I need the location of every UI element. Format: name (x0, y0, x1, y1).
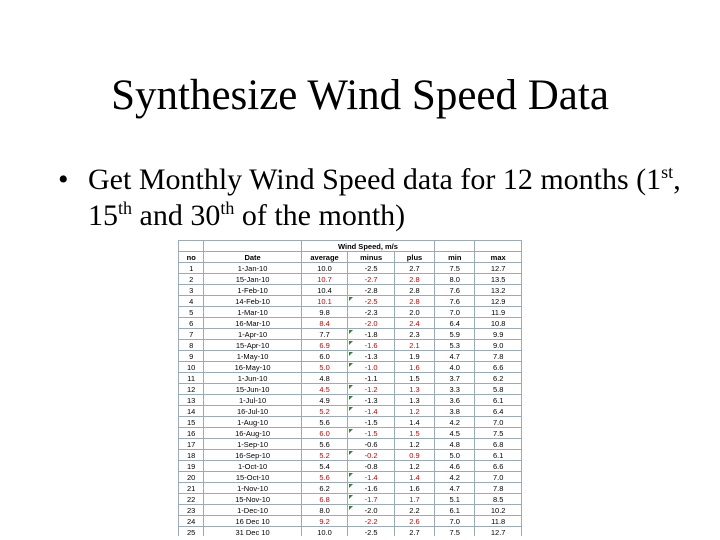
table-cell-minus: -1.1 (348, 373, 395, 384)
table-cell-min: 7.5 (435, 263, 475, 274)
table-cell-no: 4 (179, 296, 204, 307)
table-cell-date: 16-Jul-10 (204, 406, 301, 417)
table-body (179, 263, 522, 537)
column-header: plus (394, 252, 434, 263)
header-cell (475, 241, 522, 252)
table-cell-max: 7.0 (475, 472, 522, 483)
table-cell-avg: 10.0 (301, 263, 348, 274)
table-cell-no: 1 (179, 263, 204, 274)
column-header: Date (204, 252, 301, 263)
table-cell-min: 4.5 (435, 428, 475, 439)
table-cell-no: 21 (179, 483, 204, 494)
table-cell-plus: 2.8 (394, 274, 434, 285)
table-cell-date: 1-Sep-10 (204, 439, 301, 450)
table-cell-plus: 1.4 (394, 417, 434, 428)
table-cell-min: 7.6 (435, 296, 475, 307)
table-cell-max: 9.0 (475, 340, 522, 351)
table-cell-avg: 6.8 (301, 494, 348, 505)
bullet-dot-icon: • (58, 163, 69, 196)
table-cell-avg: 6.2 (301, 483, 348, 494)
table-cell-avg: 10.0 (301, 527, 348, 537)
table-cell-minus: -1.3 (348, 395, 395, 406)
table-cell-min: 5.0 (435, 450, 475, 461)
table-cell-plus: 2.1 (394, 340, 434, 351)
table-cell-minus: -2.5 (348, 527, 395, 537)
table-group-header-row (179, 241, 522, 252)
table-cell-max: 6.8 (475, 439, 522, 450)
table-cell-avg: 10.4 (301, 285, 348, 296)
table-cell-max: 6.6 (475, 362, 522, 373)
table-cell-min: 4.8 (435, 439, 475, 450)
table-row (179, 362, 522, 373)
table-cell-date: 16-Mar-10 (204, 318, 301, 329)
table-cell-date: 1-Mar-10 (204, 307, 301, 318)
table-cell-no: 25 (179, 527, 204, 537)
table-cell-min: 5.9 (435, 329, 475, 340)
table-cell-minus: -1.5 (348, 417, 395, 428)
table-cell-avg: 9.8 (301, 307, 348, 318)
table-cell-minus: -1.6 (348, 483, 395, 494)
table-cell-min: 6.4 (435, 318, 475, 329)
table-cell-min: 5.1 (435, 494, 475, 505)
superscript: th (220, 198, 235, 218)
table-cell-date: 31 Dec 10 (204, 527, 301, 537)
table-cell-max: 8.5 (475, 494, 522, 505)
table-cell-plus: 1.5 (394, 428, 434, 439)
table-cell-no: 12 (179, 384, 204, 395)
table-cell-no: 11 (179, 373, 204, 384)
table-cell-min: 3.3 (435, 384, 475, 395)
table-row (179, 450, 522, 461)
superscript: th (118, 198, 133, 218)
table-cell-no: 16 (179, 428, 204, 439)
column-header: average (301, 252, 348, 263)
table-cell-min: 5.3 (435, 340, 475, 351)
table-cell-avg: 5.6 (301, 417, 348, 428)
table-cell-avg: 6.0 (301, 428, 348, 439)
table-cell-plus: 1.5 (394, 373, 434, 384)
table-cell-min: 7.5 (435, 527, 475, 537)
table-cell-no: 13 (179, 395, 204, 406)
table-cell-date: 15-Nov-10 (204, 494, 301, 505)
table-cell-avg: 4.8 (301, 373, 348, 384)
table-cell-min: 7.0 (435, 307, 475, 318)
table-row (179, 527, 522, 537)
table-cell-max: 6.2 (475, 373, 522, 384)
table-row (179, 318, 522, 329)
table-cell-plus: 0.9 (394, 450, 434, 461)
table-cell-avg: 8.0 (301, 505, 348, 516)
table-cell-plus: 2.3 (394, 329, 434, 340)
table-row (179, 461, 522, 472)
table-cell-minus: -1.8 (348, 329, 395, 340)
table-cell-min: 7.6 (435, 285, 475, 296)
table-cell-date: 1-Jun-10 (204, 373, 301, 384)
table-cell-plus: 2.0 (394, 307, 434, 318)
table-cell-max: 7.8 (475, 351, 522, 362)
table-cell-plus: 1.3 (394, 395, 434, 406)
table-cell-date: 1-Nov-10 (204, 483, 301, 494)
table-cell-avg: 5.4 (301, 461, 348, 472)
table-cell-max: 6.4 (475, 406, 522, 417)
table-cell-minus: -0.2 (348, 450, 395, 461)
table-cell-minus: -1.0 (348, 362, 395, 373)
table-cell-avg: 5.2 (301, 450, 348, 461)
table-row (179, 263, 522, 274)
table-cell-plus: 2.7 (394, 263, 434, 274)
table-cell-date: 1-Oct-10 (204, 461, 301, 472)
table-cell-no: 23 (179, 505, 204, 516)
table-cell-no: 17 (179, 439, 204, 450)
table-cell-date: 16 Dec 10 (204, 516, 301, 527)
bullet-text (88, 162, 688, 234)
table-cell-minus: -1.2 (348, 384, 395, 395)
table-row (179, 340, 522, 351)
table-row (179, 505, 522, 516)
table-cell-avg: 5.6 (301, 439, 348, 450)
table-cell-max: 13.5 (475, 274, 522, 285)
header-cell (204, 241, 301, 252)
table-cell-no: 15 (179, 417, 204, 428)
table-cell-no: 5 (179, 307, 204, 318)
table-cell-date: 15-Jan-10 (204, 274, 301, 285)
column-header: min (435, 252, 475, 263)
column-header: minus (348, 252, 395, 263)
column-header: max (475, 252, 522, 263)
table-cell-min: 3.6 (435, 395, 475, 406)
table-cell-avg: 6.9 (301, 340, 348, 351)
table-cell-no: 22 (179, 494, 204, 505)
table-cell-min: 4.7 (435, 483, 475, 494)
table-cell-date: 15-Oct-10 (204, 472, 301, 483)
table-cell-plus: 2.8 (394, 285, 434, 296)
table-row (179, 285, 522, 296)
table-row (179, 373, 522, 384)
table-cell-date: 16-May-10 (204, 362, 301, 373)
table-cell-no: 9 (179, 351, 204, 362)
table-row (179, 307, 522, 318)
table-cell-max: 7.8 (475, 483, 522, 494)
table-cell-avg: 5.6 (301, 472, 348, 483)
table-cell-no: 6 (179, 318, 204, 329)
table-cell-date: 15-Apr-10 (204, 340, 301, 351)
table-cell-max: 9.9 (475, 329, 522, 340)
table-cell-plus: 1.3 (394, 384, 434, 395)
table-cell-no: 7 (179, 329, 204, 340)
table-cell-min: 6.1 (435, 505, 475, 516)
header-cell (179, 241, 204, 252)
table-cell-max: 13.2 (475, 285, 522, 296)
table-cell-minus: -1.6 (348, 340, 395, 351)
table-cell-max: 10.2 (475, 505, 522, 516)
table-row (179, 494, 522, 505)
table-cell-no: 3 (179, 285, 204, 296)
table-cell-minus: -2.7 (348, 274, 395, 285)
table-cell-avg: 7.7 (301, 329, 348, 340)
table-cell-minus: -1.3 (348, 351, 395, 362)
table-cell-avg: 4.5 (301, 384, 348, 395)
table-cell-max: 12.7 (475, 527, 522, 537)
table-row (179, 428, 522, 439)
table-row (179, 516, 522, 527)
table-cell-date: 1-Jul-10 (204, 395, 301, 406)
table-row (179, 395, 522, 406)
group-header: Wind Speed, m/s (301, 241, 434, 252)
table-cell-min: 4.6 (435, 461, 475, 472)
table-cell-avg: 9.2 (301, 516, 348, 527)
table-cell-avg: 8.4 (301, 318, 348, 329)
table-cell-min: 4.0 (435, 362, 475, 373)
table-cell-plus: 1.6 (394, 483, 434, 494)
table-cell-max: 6.6 (475, 461, 522, 472)
table-cell-no: 24 (179, 516, 204, 527)
table-cell-plus: 1.4 (394, 472, 434, 483)
table-cell-avg: 5.2 (301, 406, 348, 417)
table-cell-date: 15-Jun-10 (204, 384, 301, 395)
table-cell-minus: -0.6 (348, 439, 395, 450)
table-cell-min: 3.8 (435, 406, 475, 417)
table-row (179, 274, 522, 285)
table-cell-max: 7.0 (475, 417, 522, 428)
table-cell-no: 19 (179, 461, 204, 472)
table-cell-minus: -2.2 (348, 516, 395, 527)
table-cell-no: 2 (179, 274, 204, 285)
table-cell-max: 11.9 (475, 307, 522, 318)
table-cell-max: 12.9 (475, 296, 522, 307)
table-cell-date: 1-Apr-10 (204, 329, 301, 340)
table-cell-date: 16-Aug-10 (204, 428, 301, 439)
table-cell-max: 7.5 (475, 428, 522, 439)
table-row (179, 439, 522, 450)
table-cell-max: 11.8 (475, 516, 522, 527)
table-cell-date: 1-Aug-10 (204, 417, 301, 428)
table-cell-max: 6.1 (475, 450, 522, 461)
table-cell-date: 14-Feb-10 (204, 296, 301, 307)
table-cell-date: 1-Jan-10 (204, 263, 301, 274)
column-header: no (179, 252, 204, 263)
table-cell-plus: 2.7 (394, 527, 434, 537)
superscript: st (661, 162, 674, 182)
table-row (179, 472, 522, 483)
header-cell (435, 241, 475, 252)
table-cell-minus: -2.3 (348, 307, 395, 318)
table-row (179, 417, 522, 428)
table-cell-plus: 1.9 (394, 351, 434, 362)
table-cell-max: 12.7 (475, 263, 522, 274)
table-cell-date: 1-Dec-10 (204, 505, 301, 516)
table-row (179, 329, 522, 340)
table-cell-min: 7.0 (435, 516, 475, 527)
table-cell-minus: -2.5 (348, 263, 395, 274)
table-row (179, 483, 522, 494)
table-cell-minus: -1.7 (348, 494, 395, 505)
table-row (179, 406, 522, 417)
table-cell-max: 10.8 (475, 318, 522, 329)
table-cell-plus: 2.6 (394, 516, 434, 527)
table-cell-plus: 2.4 (394, 318, 434, 329)
table-cell-minus: -2.8 (348, 285, 395, 296)
table-cell-plus: 1.6 (394, 362, 434, 373)
table-cell-minus: -2.5 (348, 296, 395, 307)
table-cell-plus: 2.2 (394, 505, 434, 516)
table-row (179, 351, 522, 362)
table-cell-min: 4.2 (435, 472, 475, 483)
table-cell-avg: 4.9 (301, 395, 348, 406)
table-cell-plus: 1.2 (394, 406, 434, 417)
table-cell-minus: -1.4 (348, 406, 395, 417)
table-cell-min: 4.7 (435, 351, 475, 362)
table-cell-minus: -2.0 (348, 318, 395, 329)
table-cell-max: 6.1 (475, 395, 522, 406)
table-cell-date: 16-Sep-10 (204, 450, 301, 461)
table-cell-plus: 1.7 (394, 494, 434, 505)
table-cell-minus: -2.0 (348, 505, 395, 516)
bullet-text-part: and 30 (132, 199, 221, 232)
bullet-text-part: , 15 (88, 163, 681, 232)
table-row (179, 384, 522, 395)
table-row (179, 296, 522, 307)
table-cell-no: 18 (179, 450, 204, 461)
bullet-text-part: Get Monthly Wind Speed data for 12 months (1 (88, 163, 662, 196)
table-cell-avg: 10.1 (301, 296, 348, 307)
table-cell-minus: -1.5 (348, 428, 395, 439)
slide-title: Synthesize Wind Speed Data (111, 72, 609, 119)
table-cell-no: 20 (179, 472, 204, 483)
table-cell-minus: -0.8 (348, 461, 395, 472)
table-cell-date: 1-Feb-10 (204, 285, 301, 296)
table-header-row (179, 252, 522, 263)
table-cell-avg: 10.7 (301, 274, 348, 285)
table-cell-no: 14 (179, 406, 204, 417)
table-cell-avg: 5.0 (301, 362, 348, 373)
wind-speed-table-image (178, 240, 522, 536)
wind-speed-table (178, 240, 522, 536)
table-cell-minus: -1.4 (348, 472, 395, 483)
table-cell-avg: 6.0 (301, 351, 348, 362)
table-cell-plus: 1.2 (394, 439, 434, 450)
table-cell-no: 8 (179, 340, 204, 351)
table-cell-plus: 2.8 (394, 296, 434, 307)
table-cell-no: 10 (179, 362, 204, 373)
bullet-text-part: of the month) (234, 199, 406, 232)
table-cell-plus: 1.2 (394, 461, 434, 472)
table-cell-min: 8.0 (435, 274, 475, 285)
table-cell-max: 5.8 (475, 384, 522, 395)
table-cell-min: 3.7 (435, 373, 475, 384)
table-cell-min: 4.2 (435, 417, 475, 428)
table-cell-date: 1-May-10 (204, 351, 301, 362)
